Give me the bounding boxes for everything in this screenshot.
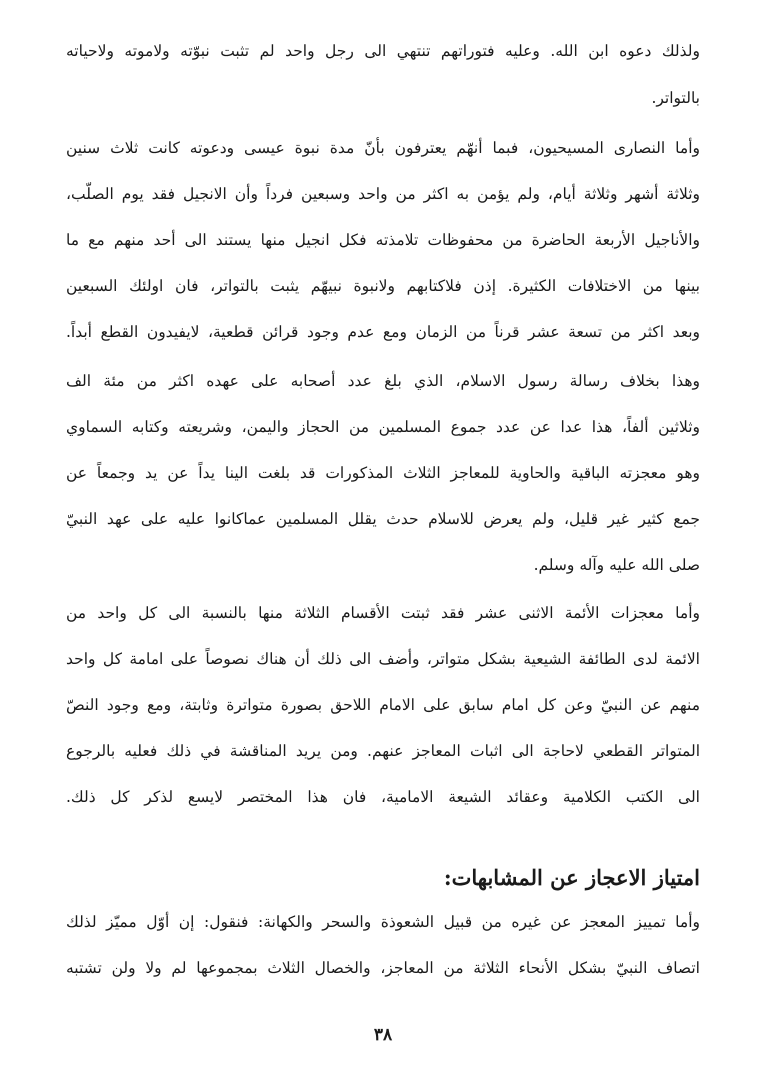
- text-line: اتصاف النبيّ بشكل الأنحاء الثلاثة من المعاجز، والخصال الثلاث بمجموعها لم ولا ولن تشتبه: [66, 959, 700, 977]
- text-line: وهو معجزته الباقية والحاوية للمعاجز الثلاث المذكورات قد بلغت الينا يداً عن يد وجمعاً عن: [66, 464, 700, 482]
- text-line: بينها من الاختلافات الكثيرة. إذن فلاكتابهم ولانبوة نبيهّم يثبت بالتواتر، فان اولئك السبعين: [66, 277, 700, 295]
- text-line: وأما معجزات الأئمة الاثنى عشر فقد ثبتت الأقسام الثلاثة منها بالنسبة الى كل واحد من: [66, 604, 700, 622]
- text-line: الى الكتب الكلامية وعقائد الشيعة الامامية، فان هذا المختصر لايسع لذكر كل ذلك.: [66, 788, 700, 806]
- text-line: جمع كثير غير قليل، ولم يعرض للاسلام حدث يقلل المسلمين عماكانوا عليه على عهد النبيّ: [66, 510, 700, 528]
- text-line: وهذا بخلاف رسالة رسول الاسلام، الذي بلغ عدد أصحابه على عهده اكثر من مئة الف: [66, 372, 700, 390]
- book-page: [66, 34, 700, 1054]
- text-line: المتواتر القطعي لاحاجة الى اثبات المعاجز عنهم. ومن يريد المناقشة في ذلك فعليه بالرجوع: [66, 742, 700, 760]
- text-line: بالتواتر.: [651, 89, 700, 107]
- section-heading: امتياز الاعجاز عن المشابهات:: [443, 865, 700, 890]
- text-line: ولذلك دعوه ابن الله. وعليه فتوراتهم تنتهي الى رجل واحد لم تثبت نبوّته ولاموته ولاحياته: [66, 42, 700, 60]
- text-line: منهم عن النبيّ وعن كل امام سابق على الامام اللاحق بصورة متواترة وثابتة، ومع وجود النصّ: [66, 696, 700, 714]
- text-line: وثلاثة أشهر وثلاثة أيام، ولم يؤمن به اكثر من واحد وسبعين فرداً وأن الانجيل فقد يوم الصلّب،: [66, 185, 700, 203]
- text-line: وبعد اكثر من تسعة عشر قرناً من الزمان ومع عدم وجود قرائن قطعية، لايفيدون القطع أبداً.: [66, 323, 700, 341]
- page-number: ٣٨: [373, 1025, 393, 1045]
- text-line: وأما تمييز المعجز عن غيره من قبيل الشعوذة والسحر والكهانة: فنقول: إن أوّل مميّز لذلك: [66, 913, 700, 931]
- text-line: والأناجيل الأربعة الحاضرة من محفوظات تلامذته فكل انجيل منها يستند الى أحد منهم مع ما: [66, 231, 700, 249]
- text-line: وأما النصارى المسيحيون، فبما أنهّم يعترفون بأنّ مدة نبوة عيسى ودعوته كانت ثلاث سنين: [66, 139, 700, 157]
- text-line: صلى الله عليه وآله وسلم.: [533, 556, 700, 574]
- text-line: وثلاثين ألفاً، هذا عدا عن عدد جموع المسلمين من الحجاز واليمن، وشريعته وكتابه السماوي: [66, 418, 700, 436]
- text-line: الائمة لدى الطائفة الشيعية بشكل متواتر، وأضف الى ذلك أن هناك نصوصاً على امامة كل واحد: [66, 650, 700, 668]
